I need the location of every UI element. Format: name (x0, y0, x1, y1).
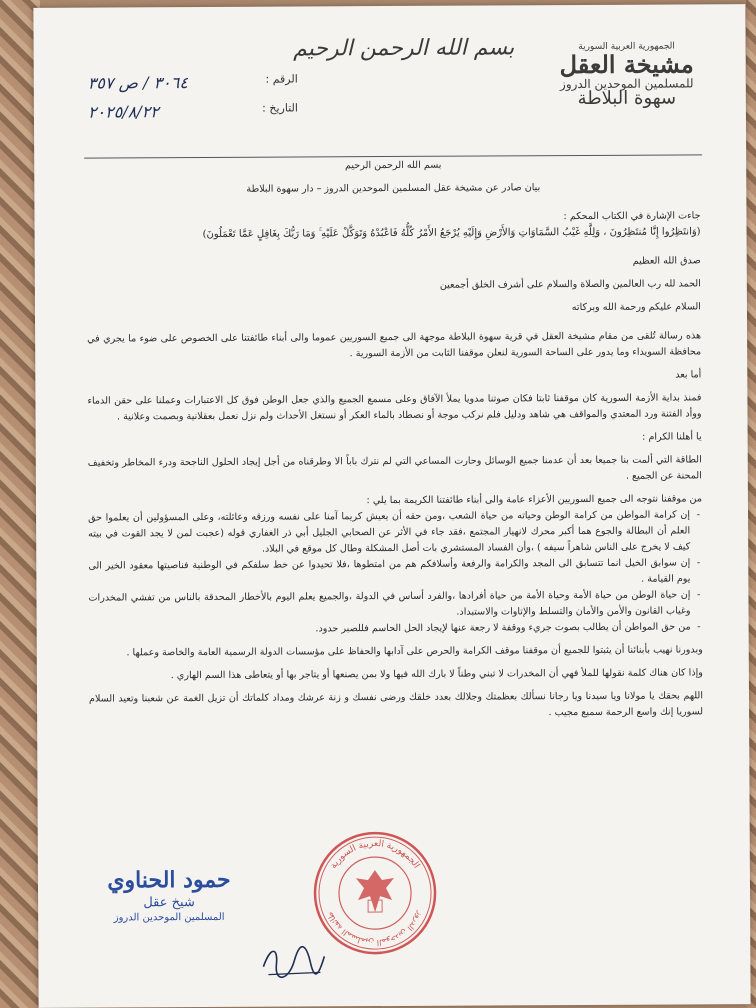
reference-date-row (88, 101, 298, 121)
hamd-line: الحمد لله رب العالمين والصلاة والسلام على أشرف الخلق أجمعين (439, 278, 701, 291)
reference-number-label: الرقم : (265, 72, 298, 86)
handwritten-signature (258, 936, 328, 986)
sadaqa-line: صدق الله العظيم (632, 255, 701, 267)
list-item: - من حق المواطن أن يطالب بصوت جريء ووقفة لا رجعة عنها لإيجاد الحل الحاسم فللصبر حدود. (89, 619, 691, 638)
letterhead-community: للمسلمين الموحدين الدروز (559, 76, 694, 91)
stamp-inner-text: طائفة المسلمين الموحدين الدروز (325, 909, 425, 948)
patience-paragraph: الطاقة التي ألمت بنا جميعا بعد أن عدمنا جميع الوسائل وحارت المساعي التي لم نترك باباً الا وطرقناه من أجل إيجاد الحلول الناجحة ودرء المخاطر وتخفيف المحنة عن الجميع . (87, 454, 702, 482)
list-item: - إن سوابق الخيل انما تتسابق الى المجد والكرامة والرفعة وأسلافكم هم من امتطوها ،فلا تحيدوا عن خط سلفكم في الوطنية فناصيتها معقود الخير الى يوم القيامة . (88, 555, 690, 590)
reference-date-label: التاريخ : (262, 101, 298, 115)
list-item: - إن كرامة المواطن من كرامة الوطن وحياته من حياة الشعب ،ومن حقه أن يعيش كريما آمنا على نفسه ورزقه وعائلته، وعلى المسؤولين أن يعلموا حق العلم أن البطالة والجوع هما أكبر محرك لانهيار المجتمع ،فقد جاء في الأثر عن الصحابي الجليل أبي ذر الغفاري قوله (عجبت لمن لا يجد القوت في بيته كيف لا يخرج على الناس شاهراً سيفه ) ،وأن الفساد المستشري بات أصل المشكلة وطال كل موقع في البلاد. (88, 507, 690, 558)
reference-block (88, 72, 298, 131)
letterhead-organization (552, 42, 702, 109)
stamp-eagle-emblem (356, 870, 394, 912)
amma-baad: أما بعد (675, 369, 702, 381)
header-basmala-calligraphy: بسم الله الرحمن الرحيم (292, 35, 515, 62)
intro-paragraph: هذه رسالة تُلقى من مقام مشيخة العقل في قرية سهوة البلاطة موجهة الى جميع السوريين عموما والى أبناء طائفتنا على الخصوص على ضوء ما يجري في محافظة السويداء وما يدور على الساحة السورية لنعلن موقفنا الثابت من الأزمة السورية . (87, 330, 702, 360)
stamp-outer-text: الجمهورية العربية السورية (328, 839, 422, 871)
quran-intro: جاءت الإشارة في الكتاب المحكم : (563, 210, 701, 223)
salam-line: السلام عليكم ورحمة الله وبركاته (571, 301, 701, 314)
signatory-title: شيخ عقل (143, 895, 195, 911)
position-paragraph: من موقفنا نتوجه الى جميع السوريين الأعزاء عامة والى أبناء طائفتنا الكريمة بما يلي : (366, 493, 702, 507)
letterhead-mashyakha: مشيخة العقل (559, 49, 694, 80)
body-basmala: بسم الله الرحمن الرحيم (344, 159, 442, 172)
reference-number-row (88, 72, 298, 92)
points-list (88, 507, 703, 638)
letterhead-republic: الجمهورية العربية السورية (578, 41, 675, 53)
signature-block (94, 867, 244, 924)
official-stamp (310, 828, 441, 959)
signatory-organization: المسلمين الموحدين الدروز (113, 911, 225, 924)
crisis-paragraph: فمنذ بداية الأزمة السورية كان موقفنا ثابتا فكان صوتنا مدويا يملأ الآفاق وعلى مسمع الجميع والذي جعل الوطن فوق كل الاعتبارات وعملنا على حقن الدماء ووأد الفتنة ورد المعتدي والمواقف هي شاهد ودليل فلم نركب موجة أو نصطاد بالماء العكر أو نستغل الأحداث ولم نزل نعمل بعقلانية وبصمت وعلانية . (87, 392, 702, 423)
drugs-paragraph: وإذا كان هناك كلمة نقولها للملأ فهي أن المخدرات لا تبني وطناً لا بارك الله فيها ولا بمن يصنعها أو يتاجر بها أو يتعاطى هذا السم الهاري . (170, 667, 703, 682)
statement-body (86, 156, 703, 723)
signatory-name: حمود الحناوي (107, 866, 231, 894)
call-paragraph: وبدورنا نهيب بأبنائنا أن يثبتوا للجميع أن موقفنا موقف الكرامة والحرص على آدابها والحفاظ على مؤسسات الدولة الرسمية العامة والخاصة وعملها . (126, 644, 703, 659)
prayer-paragraph: اللهم بحقك يا مولانا ويا سيدنا ويا رجانا نسألك بعظمتك وجلالك بعدد خلقك ورضى نفسك و زنة عرشك ومداد كلماتك أن تزيل الغمة عن شعبنا وتعيد السلام لسوريا إنك واسع الرحمة سميع مجيب . (88, 690, 704, 719)
letterhead-location: سهوة البلاطة (577, 87, 677, 110)
statement-title: بيان صادر عن مشيخة عقل المسلمين الموحدين الدروز – دار سهوة البلاطة (246, 182, 541, 195)
quran-verse: (وَانتَظِرُوا إِنَّا مُنتَظِرُونَ ، وَلِلَّهِ غَيْبُ السَّمَاوَاتِ وَالأَرْضِ وَإِلَيْهِ يُرْجَعُ الأَمْرُ كُلُّهُ فَاعْبُدْهُ وَتَوَكَّلْ عَلَيْهِ ۚ وَمَا رَبُّكَ بِغَافِلٍ عَمَّا تَعْمَلُونَ) (202, 226, 701, 240)
reference-date-value: ٢٠٢٥/٨/٢٢ (87, 102, 159, 122)
document-paper (33, 4, 750, 1008)
reference-number-value: ٣٠٦٤ / ص ٣٥٧ (87, 73, 188, 93)
list-item: - إن حياة الوطن من حياة الأمة وحياة الأمة من حياة أفرادها ،والفرد أساس في الدولة ،والجميع يعلم اليوم بالأخطار المحدقة بالناس من تفشي المخدرات وغياب القانون والأمن والأمان والتسلط والإتاوات والاستبداد. (88, 587, 690, 622)
ya-ahlana: يا أهلنا الكرام : (642, 431, 702, 443)
